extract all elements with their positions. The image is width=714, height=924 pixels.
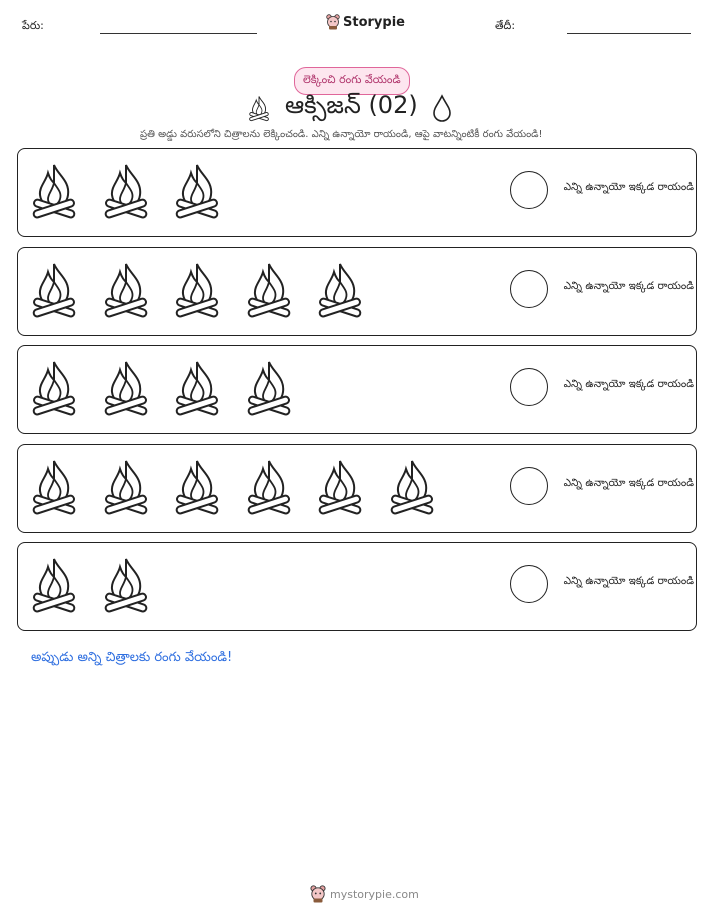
- campfire-icon[interactable]: [386, 457, 438, 515]
- campfire-icon: [247, 94, 271, 122]
- campfire-icon[interactable]: [100, 161, 152, 219]
- write-count-label: ఎన్ని ఉన్నాయో ఇక్కడ రాయండి: [563, 575, 694, 587]
- count-row: [17, 247, 697, 336]
- brand-name: Storypie: [343, 14, 405, 30]
- campfire-icon[interactable]: [28, 260, 80, 318]
- campfire-icon[interactable]: [28, 555, 80, 613]
- page-title: [247, 91, 452, 125]
- title-text: ఆక్సిజన్ (02): [285, 91, 418, 119]
- answer-circle[interactable]: [510, 368, 548, 406]
- footer-site: mystorypie.com: [330, 887, 419, 901]
- campfire-icon[interactable]: [171, 161, 223, 219]
- answer-circle[interactable]: [510, 171, 548, 209]
- campfire-icon[interactable]: [243, 457, 295, 515]
- count-row: [17, 444, 697, 533]
- date-label: తేదీ:: [495, 19, 516, 32]
- bear-mascot-icon: [326, 14, 340, 30]
- name-label: పేరు:: [22, 19, 44, 32]
- instruction-text: ప్రతి అడ్డు వరుసలోని చిత్రాలను లెక్కించండి. ఎన్ని ఉన్నాయో రాయండి, ఆపై వాటన్నింటికీ రంగు వేయండి!: [140, 129, 543, 140]
- count-row: [17, 148, 697, 237]
- write-count-label: ఎన్ని ఉన్నాయో ఇక్కడ రాయండి: [563, 476, 694, 489]
- campfire-icon[interactable]: [171, 358, 223, 416]
- campfire-icon[interactable]: [171, 457, 223, 515]
- date-write-line[interactable]: [567, 33, 691, 34]
- bear-mascot-icon: [310, 885, 326, 903]
- campfire-icon[interactable]: [314, 457, 366, 515]
- campfire-icon[interactable]: [100, 555, 152, 613]
- campfire-icon[interactable]: [243, 260, 295, 318]
- campfire-icon[interactable]: [28, 358, 80, 416]
- answer-circle[interactable]: [510, 565, 548, 603]
- write-count-label: ఎన్ని ఉన్నాయో ఇక్కడ రాయండి: [563, 378, 694, 390]
- campfire-icon[interactable]: [171, 260, 223, 318]
- answer-circle[interactable]: [510, 467, 548, 505]
- campfire-icon[interactable]: [100, 457, 152, 515]
- footer: [310, 885, 419, 903]
- count-row: [17, 542, 697, 631]
- campfire-icon[interactable]: [28, 161, 80, 219]
- campfire-icon[interactable]: [100, 358, 152, 416]
- campfire-icon[interactable]: [314, 260, 366, 318]
- count-row: [17, 345, 697, 434]
- answer-circle[interactable]: [510, 270, 548, 308]
- water-drop-icon: [432, 94, 452, 122]
- name-write-line[interactable]: [100, 33, 257, 34]
- write-count-label: ఎన్ని ఉన్నాయో ఇక్కడ రాయండి: [563, 279, 694, 292]
- write-count-label: ఎన్ని ఉన్నాయో ఇక్కడ రాయండి: [563, 181, 694, 193]
- activity-badge: లెక్కించి రంగు వేయండి: [294, 67, 410, 95]
- campfire-icon[interactable]: [28, 457, 80, 515]
- closing-note: అప్పుడు అన్ని చిత్రాలకు రంగు వేయండి!: [31, 650, 233, 665]
- brand-logo: [326, 14, 405, 30]
- campfire-icon[interactable]: [243, 358, 295, 416]
- campfire-icon[interactable]: [100, 260, 152, 318]
